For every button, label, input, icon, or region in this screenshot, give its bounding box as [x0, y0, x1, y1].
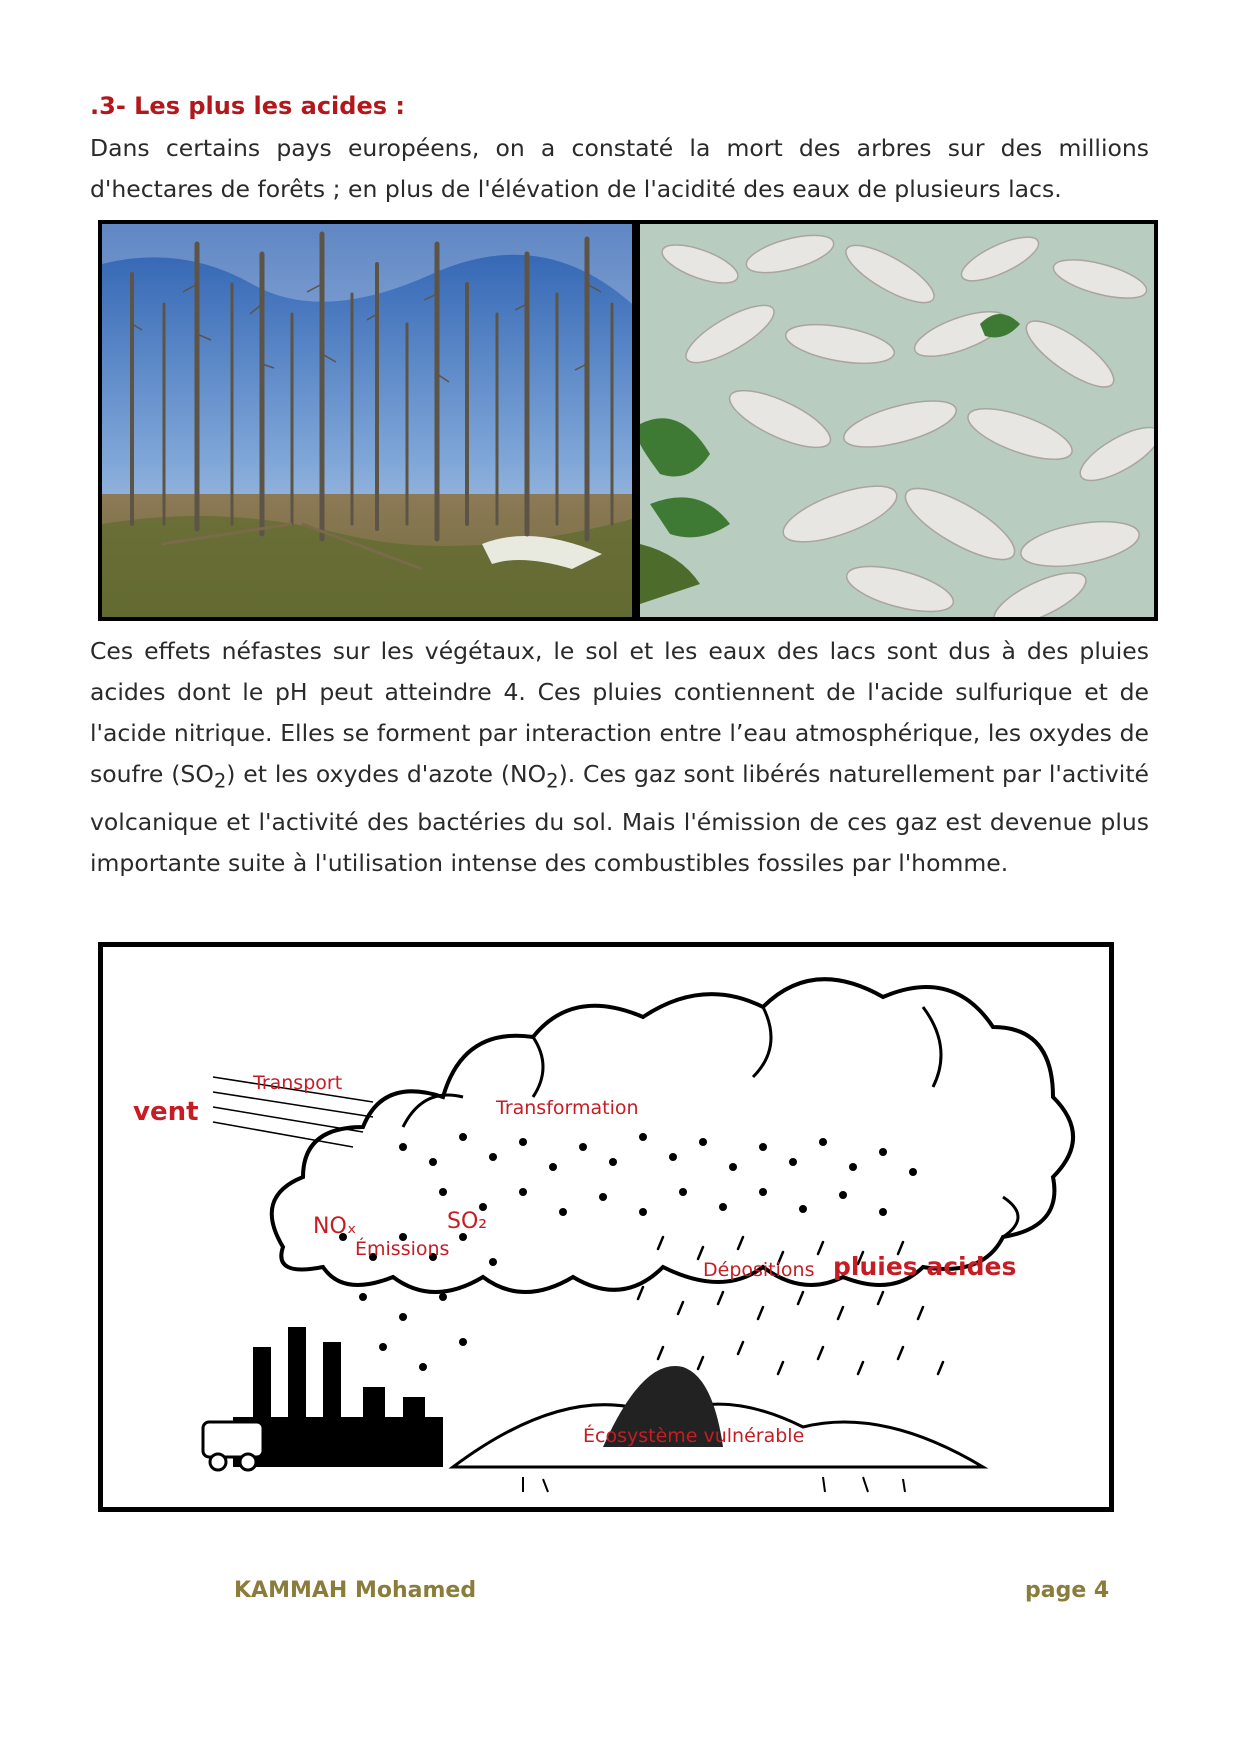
- label-nox: NOₓ: [313, 1214, 357, 1239]
- text-part: Ces effets néfastes sur les végétaux, le sol et les eaux des lacs sont dus à des pluies acides dont le pH peut atteindre 4. Ces pluies contiennent de l'acide sulfurique et de l'acide nitrique. Elles se forment par interaction entre l’eau atmosphérique, les oxydes de soufre (SO: [90, 637, 1149, 788]
- subscript: 2: [546, 769, 559, 793]
- label-transport: Transport: [253, 1072, 343, 1094]
- label-depositions: Dépositions: [703, 1259, 815, 1281]
- dead-forest-photo: [102, 224, 632, 617]
- section-heading: .3- Les plus les acides :: [90, 92, 405, 120]
- footer-page-number: page 4: [1025, 1578, 1110, 1603]
- label-vent: vent: [133, 1097, 199, 1127]
- explanation-paragraph: [90, 631, 1149, 884]
- label-so2: SO₂: [447, 1209, 488, 1234]
- text-part: ). Ces gaz sont libérés naturellement par l'activité volcanique et l'activité des bactéries du sol. Mais l'émission de ces gaz est devenue plus importante suite à l'utilisation intense des combustibles fossiles par l'homme.: [90, 760, 1150, 877]
- dead-fish-photo: [640, 224, 1154, 617]
- text-part: ) et les oxydes d'azote (NO: [226, 760, 547, 788]
- acid-rain-diagram: [98, 942, 1114, 1512]
- label-ecosysteme: Écosystème vulnérable: [583, 1425, 805, 1447]
- intro-paragraph: Dans certains pays européens, on a constaté la mort des arbres sur des millions d'hectares de forêts ; en plus de l'élévation de l'acidité des eaux de plusieurs lacs.: [90, 134, 1149, 203]
- label-transformation: Transformation: [496, 1097, 639, 1119]
- subscript: 2: [213, 769, 227, 793]
- photo-strip: [98, 220, 1158, 621]
- footer-author: KAMMAH Mohamed: [234, 1578, 477, 1603]
- label-emissions: Émissions: [355, 1238, 450, 1260]
- label-pluies-acides: pluies acides: [833, 1252, 1017, 1281]
